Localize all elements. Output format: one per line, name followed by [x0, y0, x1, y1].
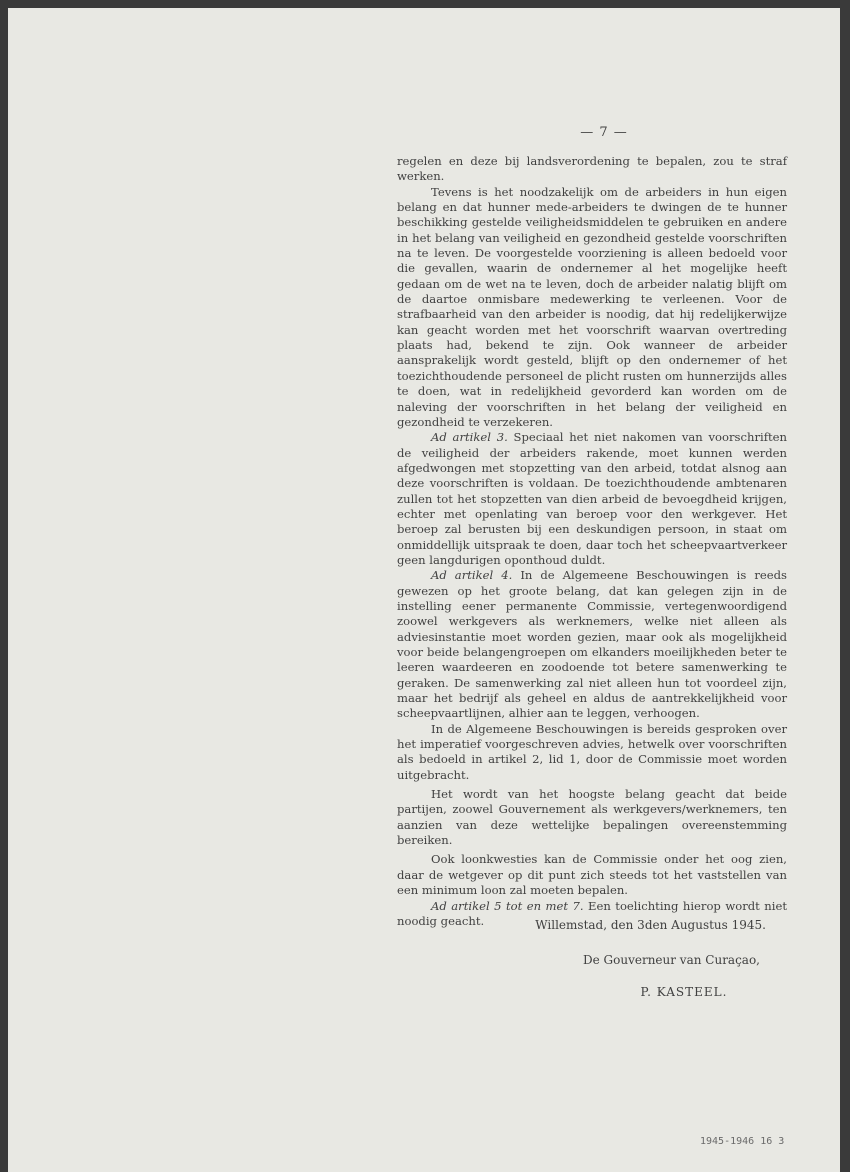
article-heading: Ad artikel 4.: [431, 568, 513, 583]
place-date: Willemstad, den 3den Augustus 1945.: [535, 918, 766, 932]
document-page: [8, 8, 840, 1172]
page-number: — 7 —: [580, 125, 628, 140]
signatory-name: P. KASTEEL.: [640, 985, 728, 999]
paragraph-1: regelen en deze bij landsverordening te bepalen, zou te straf werken.: [397, 154, 787, 184]
paragraph-2: Tevens is het noodzakelijk om de arbeiders in hun eigen belang en dat hunner mede-arbeiders te dwingen de te hunner beschikking gestelde veiligheidsmiddelen te gebruiken en andere in het belang van veiligheid en gezondheid gestelde voorschriften na te leven. De voorgestelde voorziening is alleen bedoeld voor die gevallen, waarin de ondernemer al het mogelijke heeft gedaan om de wet na te leven, doch de arbeider nalatig blijft om de daartoe onmisbare medewerking te verleenen. Voor de strafbaarheid van den arbeider is noodig, dat hij redelijkerwijze kan geacht worden met het voorschrift waarvan overtreding plaats had, bekend te zijn. Ook wanneer de arbeider aansprakelijk wordt gesteld, blijft op den ondernemer of het toezichthoudende personeel de plicht rusten om hunnerzijds alles te doen, wat in redelijkheid gevorderd kan worden om de naleving der voorschriften in het belang der veiligheid en gezondheid te verzekeren.: [397, 184, 787, 429]
governor-title: De Gouverneur van Curaçao,: [583, 953, 760, 967]
paragraph-ad-artikel-3: Ad artikel 3. Speciaal het niet nakomen van voorschriften de veiligheid der arbeiders rakende, moet kunnen werden afgedwongen met stopzetting van den arbeid, totdat alsnog aan deze voorschriften is voldaan. De toezichthoudende ambtenaren zullen tot het stopzetten van dien arbeid de bevoegdheid krijgen, echter met openlating van beroep voor den werkgever. Het beroep zal berusten bij een deskundigen persoon, in staat om onmiddellijk uitspraak te doen, daar toch het scheepvaartverkeer geen langdurigen oponthoud duldt.: [397, 430, 787, 567]
archive-reference: 1945-1946 16 3: [700, 1136, 785, 1147]
paragraph-7: Ook loonkwesties kan de Commissie onder het oog zien, daar de wetgever op dit punt zich steeds tot het vaststellen van een minimum loon zal moeten bepalen.: [397, 852, 787, 898]
article-heading: Ad artikel 3.: [431, 430, 508, 445]
paragraph-6: Het wordt van het hoogste belang geacht dat beide partijen, zoowel Gouvernement als werkgevers/werknemers, ten aanzien van deze wettelijke bepalingen overeenstemming bereiken.: [397, 787, 787, 848]
paragraph-ad-artikel-5-7: Ad artikel 5 tot en met 7. Een toelichting hierop wordt niet noodig geacht.: [397, 898, 787, 928]
body-text: [397, 154, 787, 929]
article-heading: Ad artikel 5 tot en met 7.: [431, 898, 584, 913]
paragraph-5: In de Algemeene Beschouwingen is bereids gesproken over het imperatief voorgeschreven advies, hetwelk over voorschriften als bedoeld in artikel 2, lid 1, door de Commissie moet worden uitgebracht.: [397, 721, 787, 782]
paragraph-ad-artikel-4: Ad artikel 4. In de Algemeene Beschouwingen is reeds gewezen op het groote belang, dat kan gelegen zijn in de instelling eener permanente Commissie, vertegenwoordigend zoowel werkgevers als werknemers, welke niet alleen als adviesinstantie moet worden gezien, maar ook als mogelijkheid voor beide belangengroepen om elkanders moeilijkheden beter te leeren waardeeren en zoodoende tot betere samenwerking te geraken. De samenwerking zal niet alleen hun tot voordeel zijn, maar het bedrijf als geheel en aldus de aantrekkelijkheid voor scheepvaartlijnen, alhier aan te leggen, verhoogen.: [397, 568, 787, 721]
